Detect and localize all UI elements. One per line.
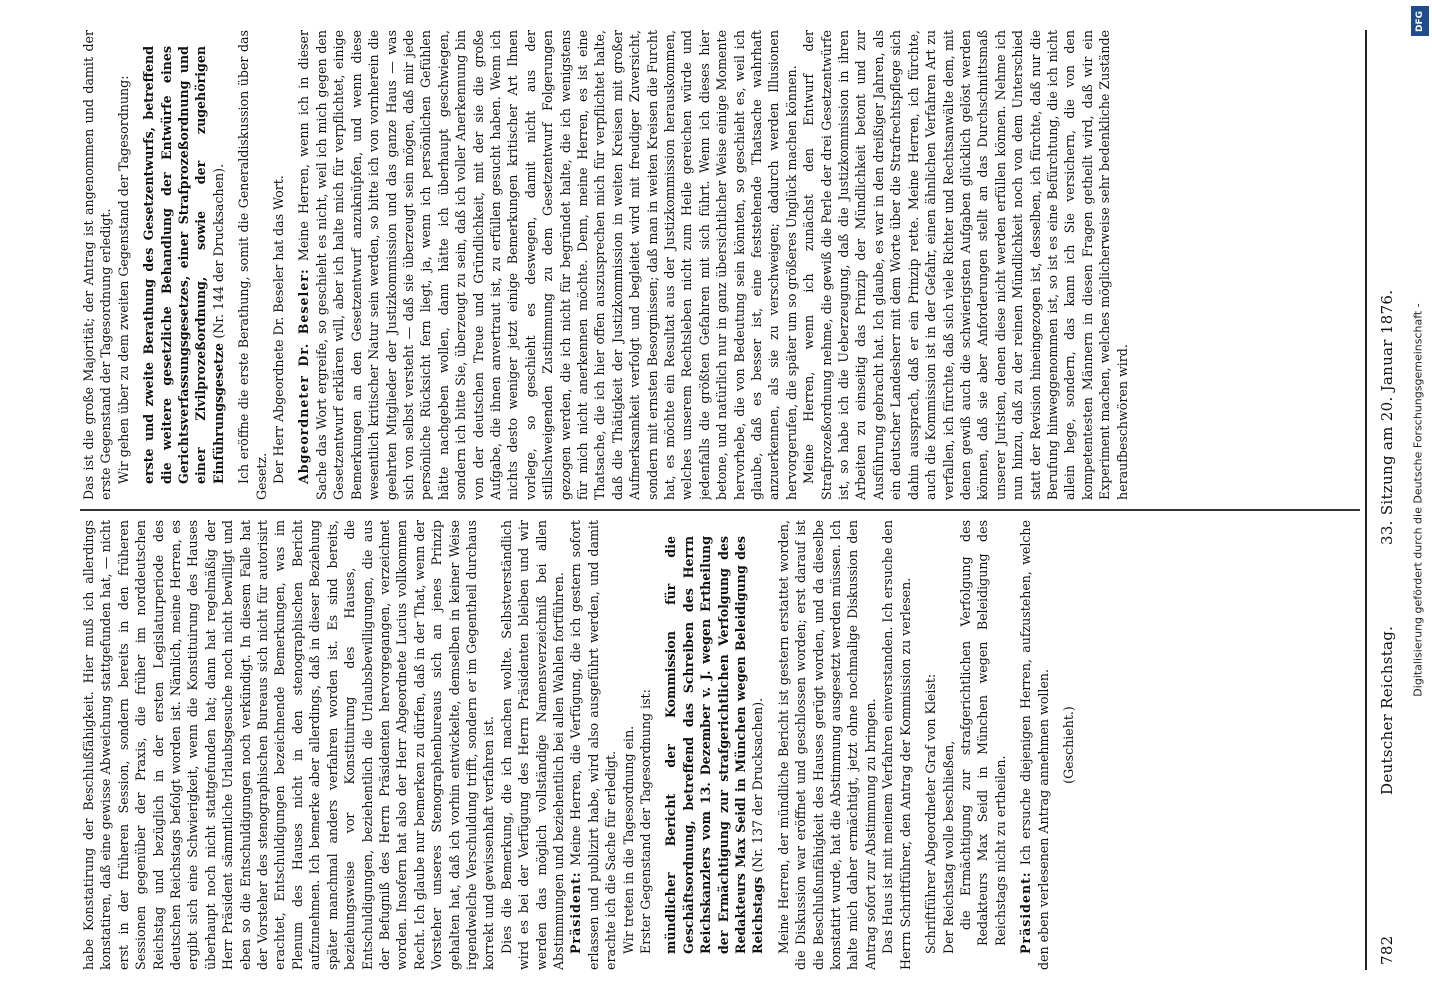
speaker-name: Präsident: — [568, 871, 584, 954]
speaker-name: Abgeordneter Dr. Beseler: — [296, 268, 312, 484]
left-column — [80, 520, 1360, 970]
speaker-name: Schriftführer Abgeordneter Graf von Kleist: — [923, 673, 939, 954]
column-divider — [80, 510, 1360, 512]
speech-text: Meine Herren, die Verfügung, die ich gestern sofort erlassen und publizirt habe, wird also ausgeführt werden, und damit erachte ich die Sache für erledigt. — [568, 520, 619, 970]
speech-text: Ich ersuche diejenigen Herren, aufzustehen, welche den eben verlesenen Antrag annehmen wollen. — [1018, 520, 1051, 970]
paragraph: Erster Gegenstand der Tagesordnung ist: — [638, 689, 653, 954]
right-column — [80, 30, 1360, 500]
paragraph: habe Konstatirung der Beschlußfähigkeit. Hier muß ich allerdings konstatiren, daß eine gewisse Abweichung stattgefunden hat, — nicht erst in der früheren Session, sondern bereits in den früheren Sessionen gegenüber der Praxis, die früher im norddeutschen Reichstag und bezüglich in der ersten Legislaturperiode des deutschen Reichstags befolgt worden ist. Nämlich, meine Herren, es ergibt sich eine Schwierigkeit, wenn die Konstituirung des Hauses überhaupt noch nicht stattgefunden hat; dann hat regelmäßig der Herr Präsident sämmtliche Urlaubsgesuche noch nicht bewilligt und eben so die Entschuldigungen noch verkündigt. In diesem Falle hat der Vorsteher des stenographischen Bureaus sich nicht für autorisirt erachtet, Entschuldigungen bezeichnende Bemerkungen, was im Plenum des Hauses nicht in den stenographischen Bericht aufzunehmen. Ich bemerke aber allerdings, daß in dieser Beziehung später manchmal anders verfahren worden ist. Es sind bereits, beziehungsweise vor Konstituirung des Hauses, die Entschuldigungen, beziehentlich die Urlaubsbewilligungen, die aus der Befugniß des Herrn Präsidenten hervorgegangen, verzeichnet worden. Insofern hat also der Herr Abgeordnete Lucius vollkommen Recht. Ich glaube nur bemerken zu dürfen, daß in der That, wenn der Vorsteher unseres Stenographenbureaus sich an jenes Prinzip gehalten hat, daß ich vorhin entwickelte, demselben in keiner Weise irgendwelche Verschuldung trifft, sondern er im Gegentheil durchaus korrekt und gewissenhaft verfahren ist. — [81, 520, 497, 970]
paragraph: Der Reichstag wolle beschließen, — [940, 740, 956, 954]
speaker-line — [922, 520, 939, 970]
paragraph — [1017, 520, 1052, 970]
agenda-item-title: erste und zweite Berathung des Gesetzentwurfs, betreffend die weitere gesetzliche Behandlung der Entwürfe eines Gerichtsverfassungsgesetzes, einer Strafprozeßordnung und einer Zivilprozeßordnung, sowie der zugehörigen Einführungsgesetze — [141, 46, 226, 484]
agenda-item-heading — [662, 520, 766, 970]
page-number: 782 — [1378, 935, 1396, 965]
header-rule — [1365, 30, 1367, 970]
paragraph: Wir gehen über zu dem zweiten Gegenstand der Tagesordnung: — [115, 75, 131, 484]
paragraph — [567, 520, 619, 970]
dfg-logo: DFG — [1411, 6, 1429, 36]
agenda-item-title: mündlicher Bericht der Kommission für die Geschäftsordnung, betreffend das Schreiben des Herrn Reichskanzlers vom 13. Dezember v. J. wegen Ertheilung der Ermächtigung zur strafgerichtlichen Verfolgung des Redakteurs Max Seidl in München wegen Beleidigung des Reichstags — [663, 536, 766, 954]
paragraph: Der Herr Abgeordnete Dr. Beseler hat das Wort. — [271, 175, 287, 484]
paragraph: Wir treten in die Tagesordnung ein. — [620, 725, 636, 954]
paragraph — [295, 30, 800, 500]
paragraph: Ich eröffne die erste Berathung, somit die Generaldiskussion über das Gesetz. — [236, 30, 269, 500]
paragraph: Meine Herren, der mündliche Bericht ist gestern erstattet worden, die Diskussion war eröffnet und geschlossen worden; erst darauf ist die Beschlußunfähigkeit des Hauses gerügt worden, und da dieselbe konstatirt wurde, hat die Abstimmung ausgesetzt werden müssen. Ich halte mich daher ermächtigt, jetzt ohne nochmalige Diskussion den Antrag sofort zur Abstimmung zu bringen. — [775, 520, 878, 970]
speech-text: Meine Herren, wenn ich in dieser Sache das Wort ergreife, so geschieht es nicht, weil ich mich gegen den Gesetzentwurf erklären will, aber ich halte mich für verpflichtet, einige Bemerkungen an den Gesetzentwurf anzuknüpfen, und wenn diese wesentlich kritischer Natur sein werden, so bitte ich von vornherein die geehrten Mitglieder der Justizkommission und das ganze Haus — was sich von selbst versteht — daß sie überzeugt sein mögen, daß mir jede persönliche Rücksicht fern liegt, ja, wenn ich persönlichen Gefühlen hätte nachgeben wollen, dann hätte ich überhaupt geschwiegen, sondern ich bitte Sie, überzeugt zu sein, daß ich voller Anerkennung bin von der deutschen Treue und Gründlichkeit, mit der sie die große Aufgabe, die ihnen anvertraut ist, zu erfüllen gesucht haben. Wenn ich nichts desto weniger jetzt einige Bemerkungen kritischer Art Ihnen vorlege, so geschieht es deswegen, damit nicht aus der stillschweigenden Zustimmung zu dem Gesetzentwurf Folgerungen gezogen werden, die ich nicht für begründet halte, die ich wenigstens für mich nicht anerkennen möchte. Denn, meine Herren, es ist eine Thatsache, die ich hier offen auszusprechen mich für verpflichtet halte, daß die Thätigkeit der Justizkommission in weiten Kreisen mit großer Aufmerksamkeit verfolgt und begleitet wird mit freudiger Zuversicht, sondern mit ernsten Besorgnissen; daß man in weiten Kreisen die Furcht hat, es möchte ein Resultat aus der Justizkommission herauskommen, welches unserem Rechtsleben nicht zum Heile gereichen würde und jedenfalls die größten Gefahren mit sich führt. Wenn ich dieses hier betone, und natürlich nur in ganz übersichtlicher Weise einige Momente hervorhebe, die von Bedeutung sein könnten, so geschieht es, weil ich glaube, daß es besser ist, eine feststehende Thatsache wahrhaft anzuerkennen, als sie zu verschweigen; dadurch werden Illusionen hervorgerufen, die später um so größeres Unglück machen können. — [296, 30, 799, 500]
agenda-item-reference: (Nr. 137 der Drucksachen). — [750, 697, 766, 873]
paragraph: Dies die Bemerkung, die ich machen wollte. Selbstverständlich wird es bei der Verfügung des Herrn Präsidenten bleiben und wir werden das möglich vollständige Namensverzeichniß bei allen Abstimmungen und beziehentlich bei allen Wahlen fortführen. — [498, 520, 566, 970]
paragraph: Das ist die große Majorität; der Antrag ist angenommen und damit der erste Gegenstand der Tagesordnung erledigt. — [81, 30, 114, 500]
watermark-text: Digitalisierung gefördert durch die Deutsche Forschungsgemeinschaft - — [1411, 303, 1425, 697]
agenda-item-heading — [140, 30, 227, 500]
session-title: 33. Sitzung am 20. Januar 1876. — [1378, 289, 1396, 545]
speaker-name: Präsident: — [1018, 871, 1034, 954]
agenda-item-reference: (Nr. 144 der Drucksachen). — [210, 163, 226, 339]
paragraph: Das Haus ist mit meinem Verfahren einverstanden. Ich ersuche den Herrn Schriftführer, den Antrag der Kommission zu verlesen. — [880, 520, 913, 970]
running-head — [1378, 35, 1406, 965]
motion-text: die Ermächtigung zur strafgerichtlichen Verfolgung des Redakteurs Max Seidl in München wegen Beleidigung des Reichstags nicht zu ertheilen. — [957, 520, 1008, 946]
publication-title: Deutscher Reichstag. — [1378, 625, 1396, 795]
watermark — [1408, 10, 1428, 990]
paragraph: Meine Herren, wenn ich zunächst den Entwurf der Strafprozeßordnung nehme, die gewiß die Perle der drei Gesetzentwürfe ist, so habe ich die Ueberzeugung, daß die Justizkommission in ihren Arbeiten zu einseitig das Prinzip der Mündlichkeit betont und zur Ausführung gebracht hat. Ich glaube, es war in den dreißiger Jahren, als ein deutscher Landesherr mit dem Worte über die Strafrechtspflege sich dahin aussprach, daß er ein Prinzip rette. Meine Herren, ich fürchte, auch die Kommission ist in der Gefahr, einen ähnlichen Verfahren Art zu verfallen, ich fürchte, daß sich viele Richter und Rechtsanwälte dem, mit denen gewiß auch die schwierigsten Aufgaben glücklich gelöst werden können, daß sie aber Anforderungen stellt an das Durchschnittsmaß unserer Juristen, denen diese nicht werden erfüllen können. Nehme ich nun hinzu, daß zu der reinen Mündlichkeit noch von dem Unterschied statt der Revision hineingezogen ist, desselben, ich fürchte, daß nur die Berufung hinweggenommen ist, so ist es eine Befürchtung, die ich nicht allein hege, sondern, das kann ich Sie versichern, die von den kompetentesten Männern in diesen Fragen getheilt wird, daß wir ein Experiment machen, welches möglicherweise sehr bedenkliche Zustände heraufbeschwören wird. — [801, 30, 1130, 500]
stage-direction: (Geschieht.) — [1060, 706, 1076, 784]
